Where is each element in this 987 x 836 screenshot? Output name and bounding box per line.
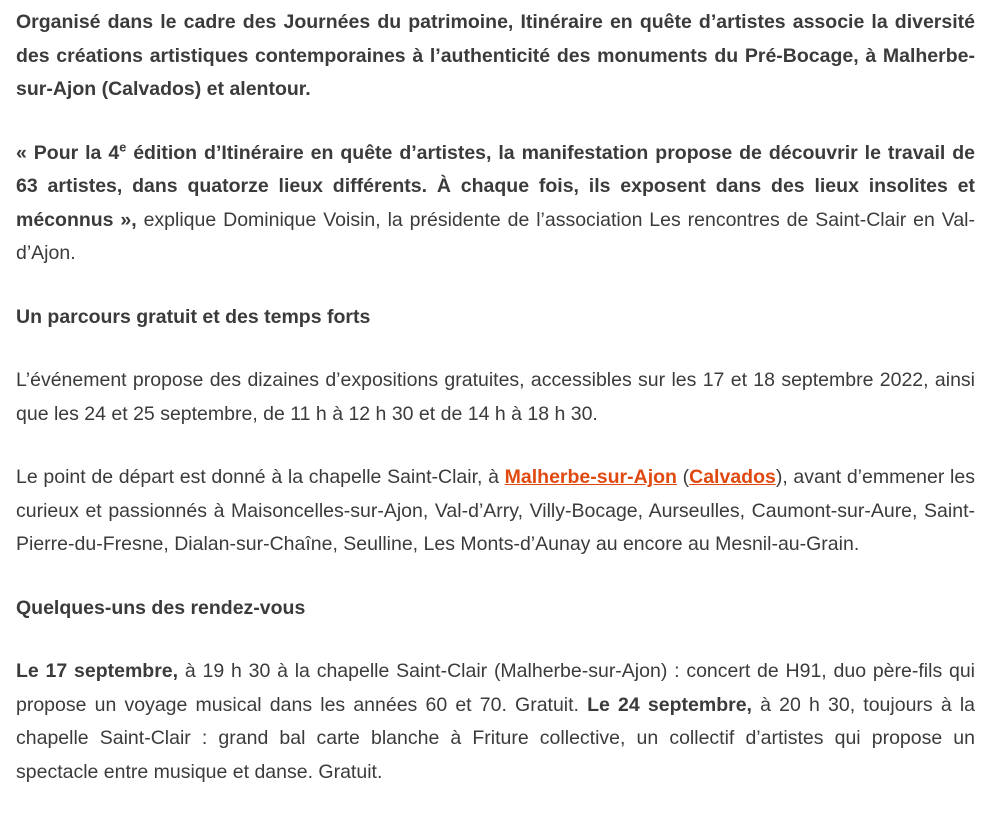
- quote-paragraph: [16, 137, 975, 271]
- malherbe-sur-ajon-link[interactable]: Malherbe-sur-Ajon: [504, 466, 677, 488]
- intro-paragraph: Organisé dans le cadre des Journées du patrimoine, Itinéraire en quête d’artistes associe la diversité des créations artistiques contemporaines à l’authenticité des monuments du Pré-Bocage, à Malherbe-sur-Ajon (Calvados) et alentour.: [16, 11, 975, 100]
- event-text-24: à 20 h 30, toujours à la chapelle Saint-Clair : grand bal carte blanche à Friture collective, un collectif d’artistes qui propose un spectacle entre musique et danse. Gratuit.: [16, 693, 976, 783]
- route-text-before: Le point de départ est donné à la chapelle Saint-Clair, à: [16, 466, 505, 488]
- events-paragraph: [16, 655, 975, 789]
- event-text-17: à 19 h 30 à la chapelle Saint-Clair (Malherbe-sur-Ajon) : concert de H91, duo père-fils qui propose un voyage musical dans les années 60 et 70. Gratuit.: [16, 660, 976, 716]
- quote-part-1: « Pour la 4: [16, 141, 120, 164]
- route-paragraph: [16, 461, 975, 562]
- event-date-24: Le 24 septembre,: [587, 693, 752, 716]
- route-text-between: (: [676, 466, 690, 488]
- section-heading-parcours: Un parcours gratuit et des temps forts: [16, 305, 371, 328]
- quote-part-2: édition d’Itinéraire en quête d’artistes, la manifestation propose de découvrir le travail de 63 artistes, dans quatorze lieux différents. À chaque fois, ils exposent dans des lieux insolites et méconnus »,: [16, 141, 975, 231]
- ordinal-superscript: e: [119, 140, 127, 154]
- calvados-link[interactable]: Calvados: [689, 466, 776, 488]
- section-heading-rendez-vous: Quelques-uns des rendez-vous: [16, 596, 306, 619]
- dates-paragraph: L’événement propose des dizaines d’expositions gratuites, accessibles sur les 17 et 18 septembre 2022, ainsi que les 24 et 25 septembre, de 11 h à 12 h 30 et de 14 h à 18 h 30.: [16, 369, 975, 425]
- event-date-17: Le 17 septembre,: [16, 660, 179, 682]
- quote-attribution: explique Dominique Voisin, la présidente de l’association Les rencontres de Saint-Clair en Val-d’Ajon.: [16, 208, 975, 264]
- route-text-after: ), avant d’emmener les curieux et passionnés à Maisoncelles-sur-Ajon, Val-d’Arry, Villy-Bocage, Aurseulles, Caumont-sur-Aure, Saint-Pierre-du-Fresne, Dialan-sur-Chaîne, Seulline, Les Monts-d’Aunay au encore au Mesnil-au-Grain.: [16, 466, 975, 555]
